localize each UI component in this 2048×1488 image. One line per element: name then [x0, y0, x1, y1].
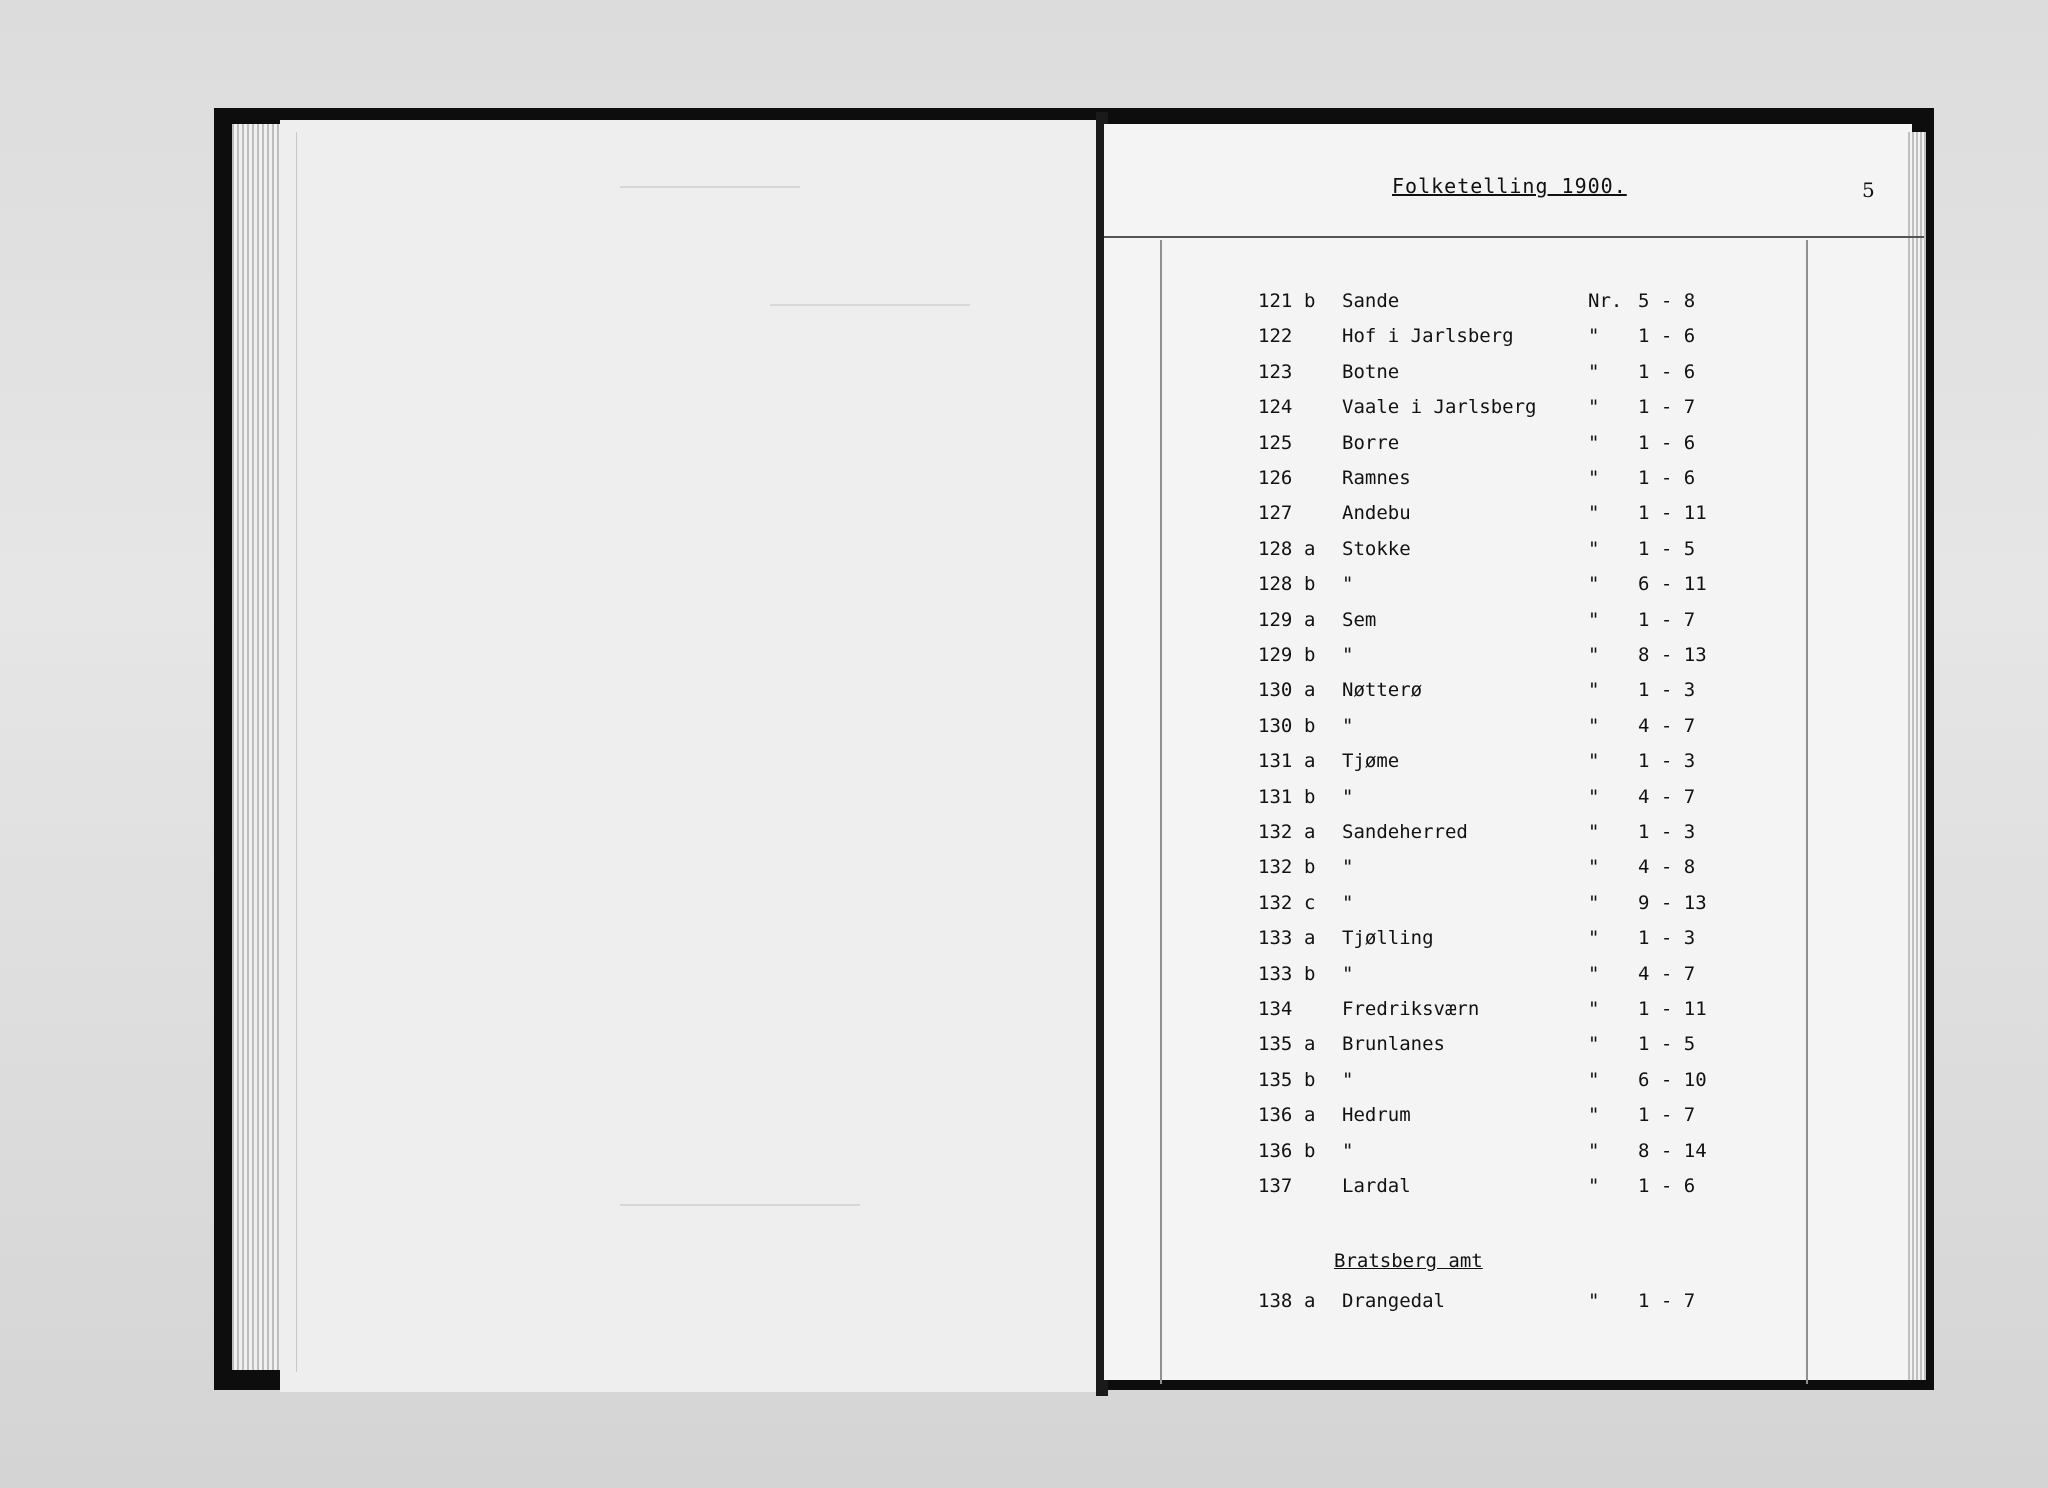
entry-range: 1 - 3	[1638, 821, 1696, 843]
entry-number: 127	[1258, 502, 1293, 525]
entry-name: Hof i Jarlsberg	[1342, 325, 1514, 348]
entry-name: "	[1342, 785, 1354, 808]
right-page	[1104, 124, 1912, 1380]
entry-nr: "	[1588, 1068, 1600, 1091]
entry-number: 132	[1258, 821, 1293, 843]
entry-letter: a	[1304, 1290, 1316, 1312]
entry-range: 1 - 7	[1638, 1290, 1696, 1312]
left-page-margin	[296, 132, 297, 1372]
page-title: Folketelling 1900.	[1392, 174, 1627, 198]
entry-letter: b	[1304, 1139, 1316, 1162]
entry-range: 5 - 8	[1638, 290, 1696, 312]
entry-range: 1 - 3	[1638, 750, 1696, 773]
entry-number: 129	[1258, 644, 1293, 666]
entry-name: Fredriksværn	[1342, 998, 1480, 1020]
entry-name: Drangedal	[1342, 1290, 1445, 1312]
entry-name: "	[1342, 573, 1354, 596]
entry-name: Andebu	[1342, 502, 1411, 525]
entry-letter: a	[1304, 679, 1316, 702]
page-edges-left	[232, 124, 284, 1370]
entry-range: 1 - 6	[1638, 325, 1696, 348]
entry-letter: a	[1304, 927, 1316, 950]
entry-name: Stokke	[1342, 537, 1411, 560]
entry-number: 132	[1258, 856, 1293, 879]
entry-name: "	[1342, 714, 1354, 737]
entry-nr: "	[1588, 821, 1600, 843]
entry-range: 8 - 14	[1638, 1139, 1707, 1162]
header-rule	[1104, 236, 1924, 238]
entry-nr: "	[1588, 1175, 1600, 1197]
entry-name: Ramnes	[1342, 467, 1411, 489]
entry-number: 138	[1258, 1290, 1293, 1312]
entry-range: 9 - 13	[1638, 891, 1707, 914]
entry-letter: a	[1304, 1104, 1316, 1127]
entry-nr: "	[1588, 396, 1600, 419]
entry-name: Sem	[1342, 608, 1377, 631]
page-number: 5	[1862, 178, 1875, 202]
entry-name: Sandeherred	[1342, 821, 1468, 843]
entry-letter: b	[1304, 785, 1316, 808]
entry-letter: b	[1304, 714, 1316, 737]
entry-nr: "	[1588, 644, 1600, 666]
entry-letter: a	[1304, 750, 1316, 773]
entry-nr: "	[1588, 998, 1600, 1020]
entry-number: 128	[1258, 573, 1293, 596]
entry-letter: a	[1304, 537, 1316, 560]
entry-nr: "	[1588, 467, 1600, 489]
entry-number: 126	[1258, 467, 1293, 489]
entry-nr: "	[1588, 785, 1600, 808]
entry-name: "	[1342, 856, 1354, 879]
entry-range: 4 - 8	[1638, 856, 1696, 879]
entry-letter: b	[1304, 962, 1316, 985]
entry-letter: b	[1304, 644, 1316, 666]
entry-name: Hedrum	[1342, 1104, 1411, 1127]
entry-nr: "	[1588, 891, 1600, 914]
entry-range: 6 - 11	[1638, 573, 1707, 596]
entry-range: 1 - 7	[1638, 1104, 1696, 1127]
entry-name: "	[1342, 962, 1354, 985]
entry-letter: b	[1304, 573, 1316, 596]
entry-range: 4 - 7	[1638, 785, 1696, 808]
entry-number: 133	[1258, 962, 1293, 985]
entry-range: 8 - 13	[1638, 644, 1707, 666]
entry-number: 135	[1258, 1033, 1293, 1056]
entry-number: 130	[1258, 679, 1293, 702]
entry-name: Sande	[1342, 290, 1400, 312]
entry-number: 137	[1258, 1175, 1293, 1197]
entry-nr: "	[1588, 927, 1600, 950]
entry-number: 123	[1258, 360, 1293, 383]
entry-number: 121	[1258, 290, 1293, 312]
entry-name: Borre	[1342, 431, 1400, 454]
entry-name: "	[1342, 1068, 1354, 1091]
entry-range: 1 - 6	[1638, 360, 1696, 383]
entry-number: 128	[1258, 537, 1293, 560]
entry-letter: c	[1304, 891, 1316, 914]
entry-range: 1 - 6	[1638, 431, 1696, 454]
entry-range: 1 - 7	[1638, 396, 1696, 419]
entry-number: 130	[1258, 714, 1293, 737]
bleed-through-heading	[620, 186, 800, 188]
entry-range: 1 - 3	[1638, 927, 1696, 950]
entry-number: 131	[1258, 750, 1293, 773]
entry-nr: "	[1588, 608, 1600, 631]
entry-name: Tjølling	[1342, 927, 1434, 950]
entry-letter: b	[1304, 1068, 1316, 1091]
entry-letter: b	[1304, 290, 1316, 312]
entry-range: 6 - 10	[1638, 1068, 1707, 1091]
entry-name: Botne	[1342, 360, 1400, 383]
bleed-through-text	[770, 304, 970, 306]
entry-name: Brunlanes	[1342, 1033, 1445, 1056]
entry-range: 4 - 7	[1638, 962, 1696, 985]
entry-name: "	[1342, 1139, 1354, 1162]
entry-number: 135	[1258, 1068, 1293, 1091]
entry-nr: "	[1588, 1139, 1600, 1162]
entry-range: 1 - 5	[1638, 1033, 1696, 1056]
entry-name: "	[1342, 644, 1354, 666]
entry-name: "	[1342, 891, 1354, 914]
entry-range: 1 - 11	[1638, 502, 1707, 525]
entry-name: Vaale i Jarlsberg	[1342, 396, 1537, 419]
entry-nr: "	[1588, 325, 1600, 348]
entry-number: 132	[1258, 891, 1293, 914]
entry-nr: "	[1588, 502, 1600, 525]
entry-number: 125	[1258, 431, 1293, 454]
entry-nr: "	[1588, 714, 1600, 737]
left-page	[280, 120, 1104, 1392]
entry-nr: "	[1588, 962, 1600, 985]
entry-nr: "	[1588, 1033, 1600, 1056]
entry-number: 124	[1258, 396, 1293, 419]
entry-letter: a	[1304, 608, 1316, 631]
entry-letter: a	[1304, 1033, 1316, 1056]
entry-range: 1 - 5	[1638, 537, 1696, 560]
entry-letter: a	[1304, 821, 1316, 843]
entry-range: 1 - 6	[1638, 467, 1696, 489]
entry-number: 122	[1258, 325, 1293, 348]
entry-nr: Nr.	[1588, 290, 1623, 312]
entry-nr: "	[1588, 856, 1600, 879]
entry-name: Tjøme	[1342, 750, 1400, 773]
entry-range: 1 - 7	[1638, 608, 1696, 631]
entry-name: Lardal	[1342, 1175, 1411, 1197]
entry-letter: b	[1304, 856, 1316, 879]
entry-nr: "	[1588, 537, 1600, 560]
entry-nr: "	[1588, 1290, 1600, 1312]
entry-nr: "	[1588, 750, 1600, 773]
entry-nr: "	[1588, 360, 1600, 383]
column-rule-right	[1806, 240, 1808, 1384]
entry-nr: "	[1588, 679, 1600, 702]
page-edges-right	[1908, 132, 1926, 1380]
entry-number: 134	[1258, 998, 1293, 1020]
entry-range: 1 - 11	[1638, 998, 1707, 1020]
entry-range: 4 - 7	[1638, 714, 1696, 737]
entry-number: 133	[1258, 927, 1293, 950]
section-heading: Bratsberg amt	[1334, 1250, 1483, 1272]
column-rule-left	[1160, 240, 1162, 1384]
entry-number: 136	[1258, 1104, 1293, 1127]
entry-number: 136	[1258, 1139, 1293, 1162]
entry-name: Nøtterø	[1342, 679, 1423, 702]
entry-nr: "	[1588, 573, 1600, 596]
entry-nr: "	[1588, 431, 1600, 454]
bleed-through-rule	[620, 1204, 860, 1206]
entry-number: 131	[1258, 785, 1293, 808]
entry-range: 1 - 3	[1638, 679, 1696, 702]
entry-nr: "	[1588, 1104, 1600, 1127]
entry-number: 129	[1258, 608, 1293, 631]
entry-range: 1 - 6	[1638, 1175, 1696, 1197]
